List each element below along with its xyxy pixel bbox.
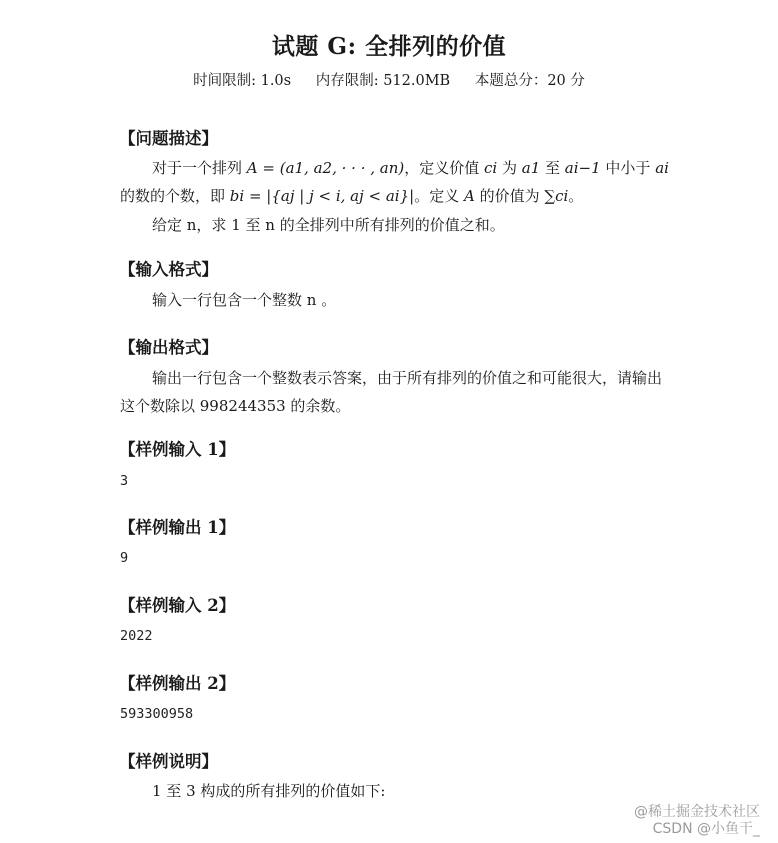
text-run: 的数的个数，即 bbox=[120, 187, 230, 205]
total-score: 本题总分：20 分 bbox=[474, 73, 585, 89]
description-heading: 【问题描述】 bbox=[119, 129, 218, 148]
time-limit: 时间限制: 1.0s bbox=[193, 73, 292, 89]
memory-limit: 内存限制: 512.0MB bbox=[315, 73, 451, 89]
math-permutation: A = (a1, a2, · · · , an) bbox=[246, 159, 405, 177]
page-title: 试题 G: 全排列的价值 bbox=[271, 33, 507, 60]
math-ai: ai bbox=[655, 159, 669, 177]
sample-explanation-heading: 【样例说明】 bbox=[119, 752, 218, 771]
sample-input-2-value: 2022 bbox=[120, 628, 153, 644]
watermark-csdn: CSDN @小鱼干_ bbox=[652, 821, 760, 837]
text-run: 中小于 bbox=[600, 159, 656, 177]
input-format-heading: 【输入格式】 bbox=[119, 260, 218, 279]
math-ai-1: ai−1 bbox=[564, 159, 601, 177]
input-format-text: 输入一行包含一个整数 n 。 bbox=[152, 291, 337, 309]
math-bi-definition: bi = |{aj | j < i, aj < ai}| bbox=[229, 187, 415, 205]
text-run: 。 bbox=[568, 187, 584, 205]
text-run: 对于一个排列 bbox=[152, 159, 247, 177]
text-run: 至 bbox=[540, 159, 565, 177]
text-run: 为 bbox=[497, 159, 522, 177]
description-paragraph-2: 给定 n，求 1 至 n 的全排列中所有排列的价值之和。 bbox=[152, 216, 505, 234]
output-format-text: 输出一行包含一个整数表示答案，由于所有排列的价值之和可能很大，请输出这个数除以 998244353 的余数。 bbox=[120, 369, 663, 415]
sample-input-1-value: 3 bbox=[120, 473, 129, 489]
math-A: A bbox=[463, 187, 475, 205]
sample-output-2-value: 593300958 bbox=[120, 706, 194, 722]
description-paragraph bbox=[120, 154, 676, 210]
sample-explanation-text: 1 至 3 构成的所有排列的价值如下: bbox=[152, 782, 386, 800]
sample-output-1-heading: 【样例输出 1】 bbox=[119, 518, 236, 537]
sample-output-2-heading: 【样例输出 2】 bbox=[119, 674, 236, 693]
math-sum: ∑ci bbox=[544, 187, 569, 205]
text-run: ，定义价值 bbox=[404, 159, 484, 177]
text-run: 的价值为 bbox=[474, 187, 545, 205]
output-format-heading: 【输出格式】 bbox=[119, 338, 218, 357]
watermark-juejin: @稀土掘金技术社区 bbox=[634, 804, 760, 820]
math-a1: a1 bbox=[521, 159, 541, 177]
text-run: 。定义 bbox=[414, 187, 464, 205]
sample-input-2-heading: 【样例输入 2】 bbox=[119, 596, 236, 615]
sample-input-1-heading: 【样例输入 1】 bbox=[119, 440, 236, 459]
math-ci: ci bbox=[484, 159, 498, 177]
sample-output-1-value: 9 bbox=[120, 550, 129, 566]
limits-bar bbox=[0, 69, 778, 90]
